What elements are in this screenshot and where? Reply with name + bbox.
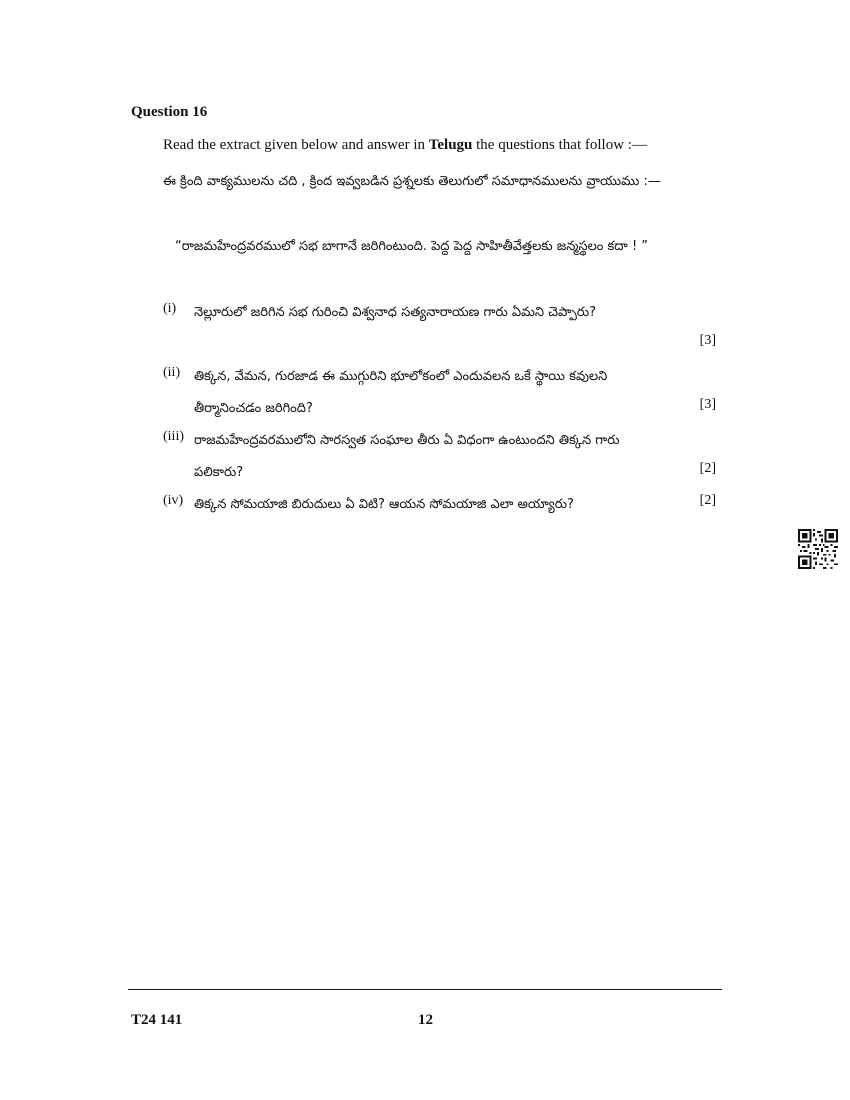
sub-question (163, 361, 719, 425)
sub-question-list (163, 297, 719, 521)
footer-divider (128, 989, 722, 990)
sub-question-number: (ii) (163, 365, 181, 380)
instruction-prefix: Read the extract given below and answer in (163, 137, 429, 153)
english-instruction (163, 137, 647, 154)
instruction-language: Telugu (428, 137, 473, 153)
page-number: 12 (418, 1012, 433, 1028)
sub-question-marks: [3] (699, 397, 716, 412)
qr-code-icon (798, 529, 838, 569)
sub-question (163, 297, 719, 361)
sub-question-number: (iii) (163, 429, 184, 444)
sub-question-number: (iv) (163, 493, 184, 508)
question-title: Question 16 (131, 104, 208, 120)
sub-question-text: తిక్కన, వేమన, గురజాడ ఈ ముగ్గురిని భూలోకంలో ఎందువలన ఒకే స్థాయి కవులని తీర్మానించడం జరిగింది? (194, 369, 608, 416)
telugu-instruction: ఈ క్రింది వాక్యములను చది , క్రింద ఇవ్వబడిన ప్రశ్నలకు తెలుగులో సమాధానములను వ్రాయుము :— (163, 174, 661, 189)
sub-question (163, 489, 719, 521)
sub-question-text: తిక్కన సోమయాజి బిరుదులు ఏ విటి? ఆయన సోమయాజి ఎలా అయ్యారు? (194, 497, 574, 512)
instruction-suffix: the questions that follow :— (472, 137, 647, 153)
sub-question-text: నెల్లూరులో జరిగిన సభ గురించి విశ్వనాధ సత్యనారాయణ గారు ఏమని చెప్పారు? (194, 305, 597, 320)
paper-code: T24 141 (131, 1012, 183, 1028)
sub-question-marks: [3] (699, 333, 716, 348)
sub-question (163, 425, 719, 489)
sub-question-marks: [2] (699, 493, 716, 508)
sub-question-number: (i) (163, 301, 177, 316)
sub-question-marks: [2] (699, 461, 716, 476)
sub-question-text: రాజమహేంద్రవరములోని సారస్వత సంఘాల తీరు ఏ విధంగా ఉంటుందని తిక్కన గారు పలికారు? (194, 433, 620, 480)
extract-quote: “రాజమహేంద్రవరములో సభ బాగానే జరిగింటుంది. పెద్ద పెద్ద సాహితీవేత్తలకు జన్మస్థలం కదా ! ” (175, 239, 649, 254)
